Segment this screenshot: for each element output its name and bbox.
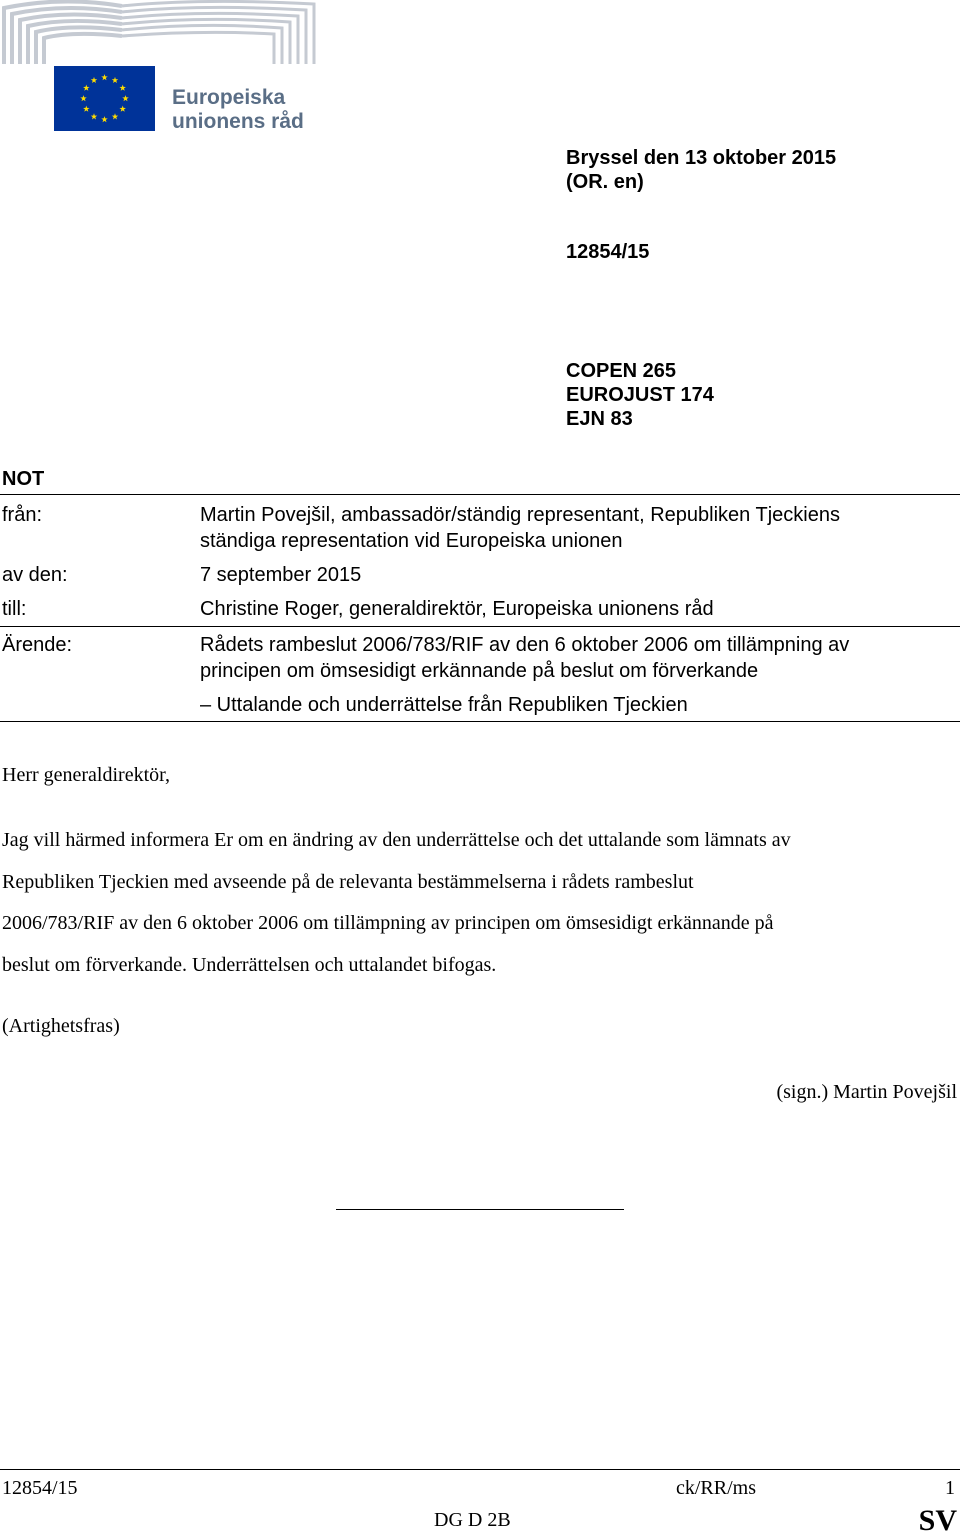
document-number: 12854/15 [566,241,650,263]
divider-top [0,494,960,495]
classification-code-1: COPEN 265 [566,360,677,382]
divider-bottom [0,721,960,722]
footer-language: SV [918,1504,957,1537]
classification-code-2: EUROJUST 174 [566,384,714,406]
document-date: Bryssel den 13 oktober 2015 [566,147,837,169]
footer-dg: DG D 2B [434,1509,511,1531]
signature: (sign.) Martin Povejšil [776,1081,957,1103]
salutation: Herr generaldirektör, [2,764,170,786]
divider-subject [0,626,960,627]
date-label: av den: [2,564,68,586]
classification-code-3: EJN 83 [566,408,633,430]
body-line-3: 2006/783/RIF av den 6 oktober 2006 om tillämpning av principen om ömsesidigt erkännande på [2,912,774,934]
subject-value-line-2: principen om ömsesidigt erkännande på beslut om förverkande [200,660,759,682]
body-line-4: beslut om förverkande. Underrättelsen och uttalandet bifogas. [2,953,497,976]
footer-divider [0,1469,960,1470]
date-value: 7 september 2015 [200,564,362,586]
body-line-1: Jag vill härmed informera Er om en ändring av den underrättelse och det uttalande som lämnats av [2,829,791,851]
closing-phrase: (Artighetsfras) [2,1015,120,1037]
end-of-text-line [336,1209,624,1210]
subject-value-line-3: – Uttalande och underrättelse från Republiken Tjeckien [200,694,688,716]
from-value-line-2: ständiga representation vid Europeiska unionen [200,530,623,552]
organisation-name [172,86,304,134]
note-type: NOT [2,468,45,490]
subject-value-line-1: Rådets rambeslut 2006/783/RIF av den 6 oktober 2006 om tillämpning av [200,634,850,656]
footer-page-number: 1 [945,1477,955,1499]
from-label: från: [2,504,43,526]
footer-initials: ck/RR/ms [676,1477,757,1499]
council-building-logo [2,0,316,64]
original-language: (OR. en) [566,171,644,193]
organisation-name-line-1: Europeiska [172,86,286,109]
body-paragraph [2,820,952,986]
to-label: till: [2,598,27,620]
footer-doc-number: 12854/15 [2,1477,78,1499]
to-value: Christine Roger, generaldirektör, Europeiska unionens råd [200,598,714,620]
organisation-name-line-2: unionens råd [172,110,304,133]
subject-label: Ärende: [2,634,73,656]
body-line-2: Republiken Tjeckien med avseende på de relevanta bestämmelserna i rådets rambeslut [2,870,694,893]
eu-flag-icon [54,66,155,131]
from-value-line-1: Martin Povejšil, ambassadör/ständig representant, Republiken Tjeckiens [200,504,840,526]
